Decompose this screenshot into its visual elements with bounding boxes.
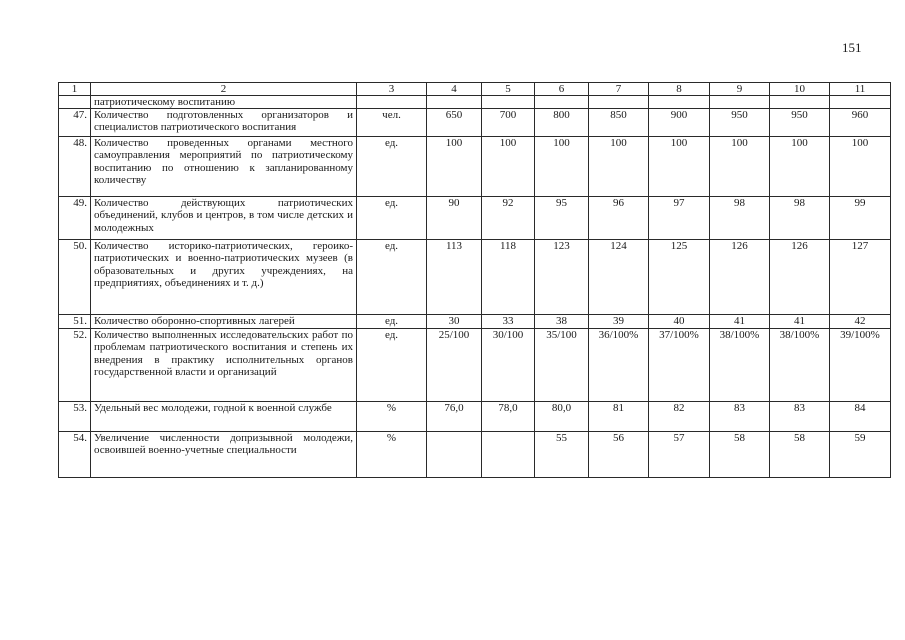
row-number [59, 96, 91, 109]
indicator-name: Количество выполненных исследовательских работ по проблемам патриотического воспитания и степень их внедрения в практику исполнительных органов государственной власти и организаций [91, 329, 357, 402]
column-header: 7 [589, 83, 649, 96]
column-header: 1 [59, 83, 91, 96]
column-header: 2 [91, 83, 357, 96]
value-cell: 97 [649, 197, 710, 240]
value-cell: 126 [770, 240, 830, 315]
value-cell: 56 [589, 432, 649, 478]
column-header: 5 [482, 83, 535, 96]
row-number: 52. [59, 329, 91, 402]
value-cell [589, 96, 649, 109]
value-cell: 700 [482, 109, 535, 137]
value-cell: 123 [535, 240, 589, 315]
value-cell: 55 [535, 432, 589, 478]
value-cell: 900 [649, 109, 710, 137]
value-cell: 100 [830, 137, 891, 197]
unit-cell: ед. [357, 240, 427, 315]
column-header: 9 [710, 83, 770, 96]
value-cell: 83 [770, 402, 830, 432]
value-cell: 950 [770, 109, 830, 137]
row-number: 54. [59, 432, 91, 478]
value-cell [427, 432, 482, 478]
table-row [59, 240, 891, 315]
column-header: 11 [830, 83, 891, 96]
value-cell: 125 [649, 240, 710, 315]
column-header: 8 [649, 83, 710, 96]
value-cell: 83 [710, 402, 770, 432]
value-cell: 113 [427, 240, 482, 315]
column-header: 4 [427, 83, 482, 96]
value-cell: 90 [427, 197, 482, 240]
row-number: 48. [59, 137, 91, 197]
table-row [59, 432, 891, 478]
value-cell: 92 [482, 197, 535, 240]
value-cell: 800 [535, 109, 589, 137]
value-cell [770, 96, 830, 109]
value-cell: 57 [649, 432, 710, 478]
unit-cell: ед. [357, 329, 427, 402]
row-number: 50. [59, 240, 91, 315]
table-header-row [59, 83, 891, 96]
unit-cell: ед. [357, 197, 427, 240]
value-cell: 100 [535, 137, 589, 197]
value-cell: 33 [482, 315, 535, 329]
value-cell: 96 [589, 197, 649, 240]
value-cell: 42 [830, 315, 891, 329]
unit-cell: ед. [357, 315, 427, 329]
value-cell: 76,0 [427, 402, 482, 432]
column-header: 3 [357, 83, 427, 96]
value-cell: 84 [830, 402, 891, 432]
indicators-table [58, 82, 891, 478]
value-cell: 58 [710, 432, 770, 478]
indicator-name: Количество действующих патриотических объединений, клубов и центров, в том числе детских и молодежных [91, 197, 357, 240]
row-number: 47. [59, 109, 91, 137]
value-cell: 41 [770, 315, 830, 329]
value-cell [427, 96, 482, 109]
value-cell: 100 [482, 137, 535, 197]
unit-cell: чел. [357, 109, 427, 137]
value-cell [830, 96, 891, 109]
value-cell: 100 [649, 137, 710, 197]
table-row [59, 329, 891, 402]
value-cell [482, 96, 535, 109]
value-cell: 38/100% [710, 329, 770, 402]
value-cell: 98 [710, 197, 770, 240]
table-row [59, 96, 891, 109]
value-cell: 127 [830, 240, 891, 315]
unit-cell: % [357, 432, 427, 478]
table-row [59, 109, 891, 137]
value-cell [535, 96, 589, 109]
table-row [59, 137, 891, 197]
unit-cell: ед. [357, 137, 427, 197]
row-number: 53. [59, 402, 91, 432]
indicator-name: Увеличение численности допризывной молодежи, освоившей военно-учетные специальности [91, 432, 357, 478]
value-cell: 80,0 [535, 402, 589, 432]
value-cell: 82 [649, 402, 710, 432]
value-cell: 100 [770, 137, 830, 197]
row-number: 49. [59, 197, 91, 240]
value-cell: 98 [770, 197, 830, 240]
value-cell: 99 [830, 197, 891, 240]
unit-cell [357, 96, 427, 109]
value-cell: 960 [830, 109, 891, 137]
value-cell: 37/100% [649, 329, 710, 402]
row-number: 51. [59, 315, 91, 329]
value-cell: 38/100% [770, 329, 830, 402]
indicator-name: патриотическому воспитанию [91, 96, 357, 109]
value-cell: 36/100% [589, 329, 649, 402]
page-number: 151 [842, 40, 862, 55]
indicator-name: Количество историко-патриотических, героико-патриотических и военно-патриотических музеев (в образовательных и других учреждениях, на предприятиях, объединениях и т. д.) [91, 240, 357, 315]
value-cell: 650 [427, 109, 482, 137]
column-header: 10 [770, 83, 830, 96]
value-cell: 30/100 [482, 329, 535, 402]
value-cell: 124 [589, 240, 649, 315]
value-cell: 25/100 [427, 329, 482, 402]
value-cell: 100 [589, 137, 649, 197]
indicator-name: Количество оборонно-спортивных лагерей [91, 315, 357, 329]
value-cell: 126 [710, 240, 770, 315]
indicator-name: Количество проведенных органами местного самоуправления мероприятий по патриотическому воспитанию по отношению к запланированному количеству [91, 137, 357, 197]
value-cell: 39 [589, 315, 649, 329]
value-cell: 78,0 [482, 402, 535, 432]
value-cell: 95 [535, 197, 589, 240]
table-row [59, 197, 891, 240]
value-cell: 41 [710, 315, 770, 329]
table-row [59, 402, 891, 432]
value-cell: 40 [649, 315, 710, 329]
value-cell: 30 [427, 315, 482, 329]
value-cell: 81 [589, 402, 649, 432]
indicator-name: Количество подготовленных организаторов и специалистов патриотического воспитания [91, 109, 357, 137]
value-cell: 39/100% [830, 329, 891, 402]
unit-cell: % [357, 402, 427, 432]
value-cell: 38 [535, 315, 589, 329]
value-cell: 950 [710, 109, 770, 137]
column-header: 6 [535, 83, 589, 96]
value-cell: 118 [482, 240, 535, 315]
value-cell: 35/100 [535, 329, 589, 402]
value-cell: 58 [770, 432, 830, 478]
value-cell [710, 96, 770, 109]
value-cell: 850 [589, 109, 649, 137]
value-cell: 59 [830, 432, 891, 478]
value-cell: 100 [427, 137, 482, 197]
table-row [59, 315, 891, 329]
value-cell [649, 96, 710, 109]
indicator-name: Удельный вес молодежи, годной к военной службе [91, 402, 357, 432]
value-cell: 100 [710, 137, 770, 197]
value-cell [482, 432, 535, 478]
